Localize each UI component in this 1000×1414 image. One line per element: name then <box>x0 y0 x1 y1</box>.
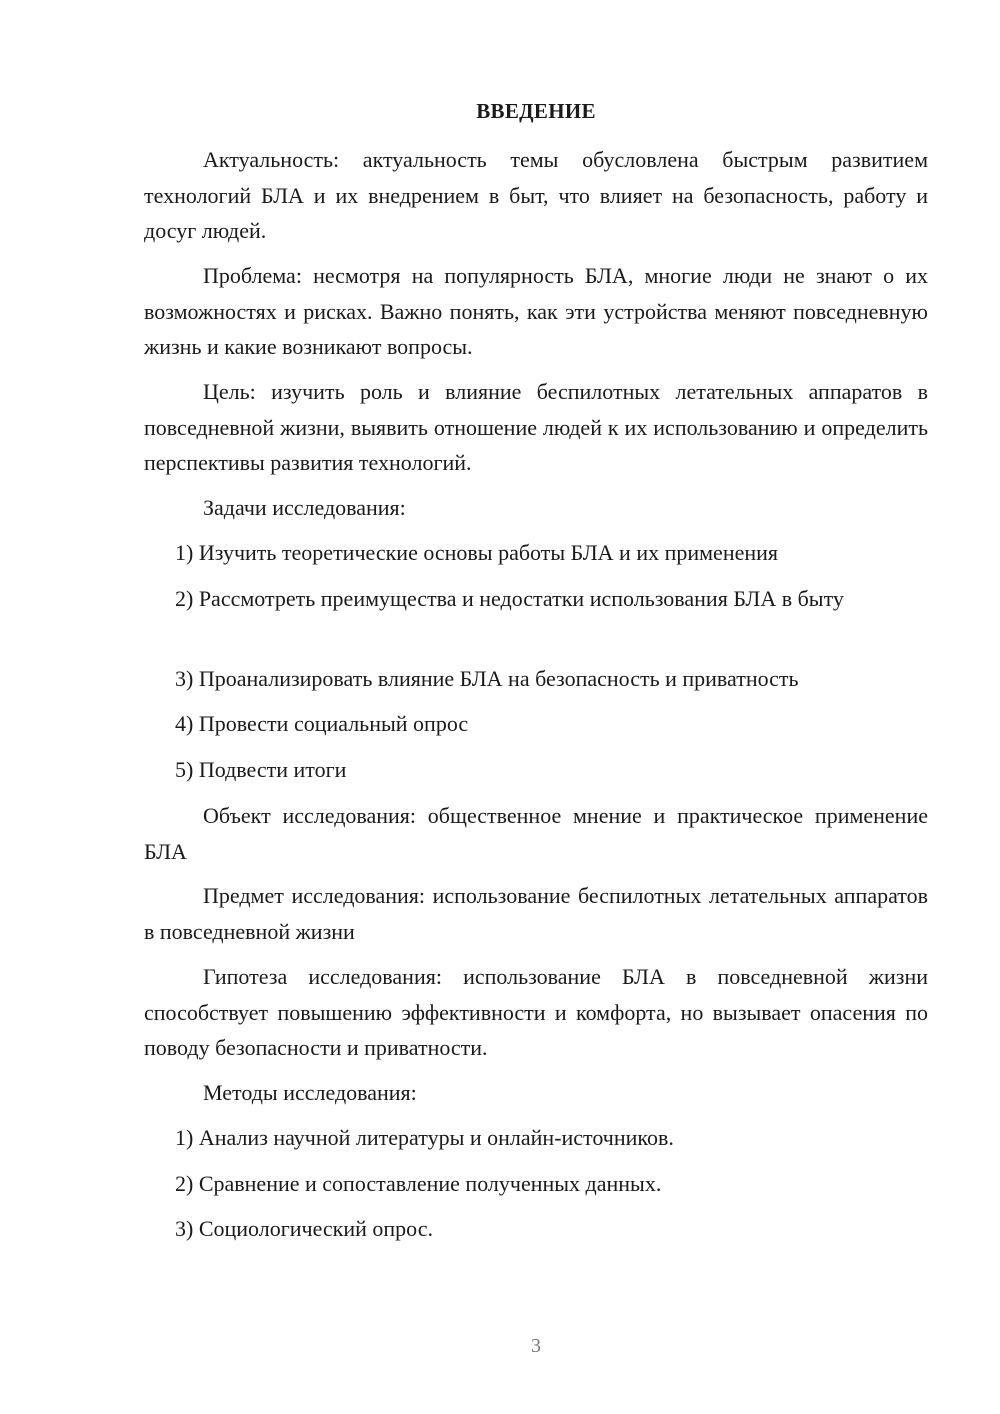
paragraph-relevance: Актуальность: актуальность темы обусловлена быстрым развитием технологий БЛА и их внедрением в быт, что влияет на безопасность, работу и досуг людей. <box>144 147 928 243</box>
method-item-2: 2) Сравнение и сопоставление полученных данных. <box>175 1171 662 1196</box>
methods-heading: Методы исследования: <box>203 1080 417 1105</box>
task-item-3: 3) Проанализировать влияние БЛА на безопасность и приватность <box>175 666 799 691</box>
tasks-heading: Задачи исследования: <box>203 495 406 520</box>
method-item-3: 3) Социологический опрос. <box>175 1216 433 1241</box>
task-item-1: 1) Изучить теоретические основы работы БЛА и их применения <box>175 540 779 565</box>
method-item-1: 1) Анализ научной литературы и онлайн-источников. <box>175 1125 674 1150</box>
paragraph-problem: Проблема: несмотря на популярность БЛА, многие люди не знают о их возможностях и рисках. Важно понять, как эти устройства меняют повседневную жизнь и какие возникают вопросы. <box>144 263 928 359</box>
task-item-5: 5) Подвести итоги <box>175 757 347 782</box>
paragraph-object: Объект исследования: общественное мнение и практическое применение БЛА <box>144 803 928 864</box>
task-item-2: 2) Рассмотреть преимущества и недостатки использования БЛА в быту <box>175 586 844 611</box>
paragraph-goal: Цель: изучить роль и влияние беспилотных летательных аппаратов в повседневной жизни, выявить отношение людей к их использованию и определить перспективы развития технологий. <box>144 379 928 475</box>
page-number: 3 <box>531 1335 541 1357</box>
paragraph-subject: Предмет исследования: использование беспилотных летательных аппаратов в повседневной жизни <box>144 883 928 944</box>
page-title: ВВЕДЕНИЕ <box>476 99 596 123</box>
task-item-4: 4) Провести социальный опрос <box>175 711 469 736</box>
paragraph-hypothesis: Гипотеза исследования: использование БЛА в повседневной жизни способствует повышению эффективности и комфорта, но вызывает опасения по поводу безопасности и приватности. <box>144 964 928 1060</box>
